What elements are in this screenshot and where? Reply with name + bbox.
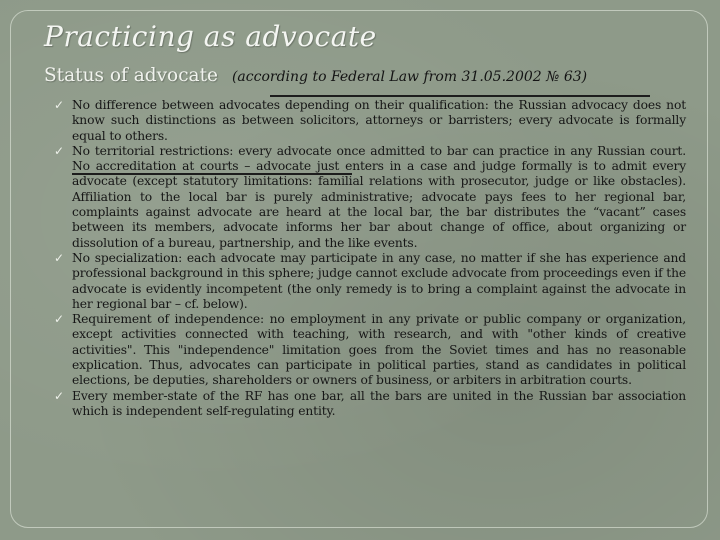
- bullet-list: [54, 98, 686, 419]
- slide-subtitle: Status of advocate: [44, 65, 218, 86]
- law-reference-note: (according to Federal Law from 31.05.2002 № 63): [231, 69, 588, 85]
- list-item: [54, 98, 686, 144]
- list-item-text: No specialization: each advocate may participate in any case, no matter if she has experience and professional background in this sphere; judge cannot exclude advocate from proceedings even if the advocate is evidently incompetent (the only remedy is to bring a complaint against the advocate in her regional bar – cf. below).: [72, 250, 686, 311]
- list-item-text: Requirement of independence: no employment in any private or public company or organization, except activities connected with teaching, with research, and with "other kinds of creative activities". This "independence" limitation goes from the Soviet times and has no reasonable explication. Thus, advocates can participate in political parties, stand as candidates in political elections, be deputies, shareholders or owners of business, or arbiters in arbitration courts.: [72, 312, 686, 388]
- check-mark-icon: ✓: [54, 98, 64, 112]
- check-mark-icon: ✓: [54, 143, 64, 158]
- subtitle-row: [44, 65, 587, 93]
- list-item: [54, 312, 686, 388]
- subtitle-underline: [270, 95, 650, 97]
- list-item-text: Every member-state of the RF has one bar, all the bars are united in the Russian bar association which is independent self-regulating entity.: [72, 388, 686, 418]
- list-item: [54, 144, 686, 251]
- check-mark-icon: ✓: [54, 312, 64, 327]
- check-mark-icon: ✓: [54, 388, 64, 403]
- list-item-text: No territorial restrictions: every advocate once admitted to bar can practice in any Russian court. No accreditation at courts – advocate just enters in a case and judge formally is to admit every advocate (except statutory limitations: familial relations with prosecutor, judge or like obstacles). Affiliation to the local bar is purely administrative; advocate pays fees to her regional bar, complaints against advocate are heard at the local bar, the bar distributes the “vacant” cases between its members, advocate informs her bar about change of office, about organizing or dissolution of a bureau, partnership, and the like events.: [72, 143, 686, 250]
- slide-title: Practicing as advocate: [44, 20, 377, 53]
- list-item: [54, 389, 686, 420]
- list-item-text: No difference between advocates depending on their qualification: the Russian advocacy does not know such distinctions as between solicitors, attorneys or barristers; every advocate is formally equal to others.: [72, 98, 686, 143]
- list-item: [54, 251, 686, 312]
- check-mark-icon: ✓: [54, 250, 64, 265]
